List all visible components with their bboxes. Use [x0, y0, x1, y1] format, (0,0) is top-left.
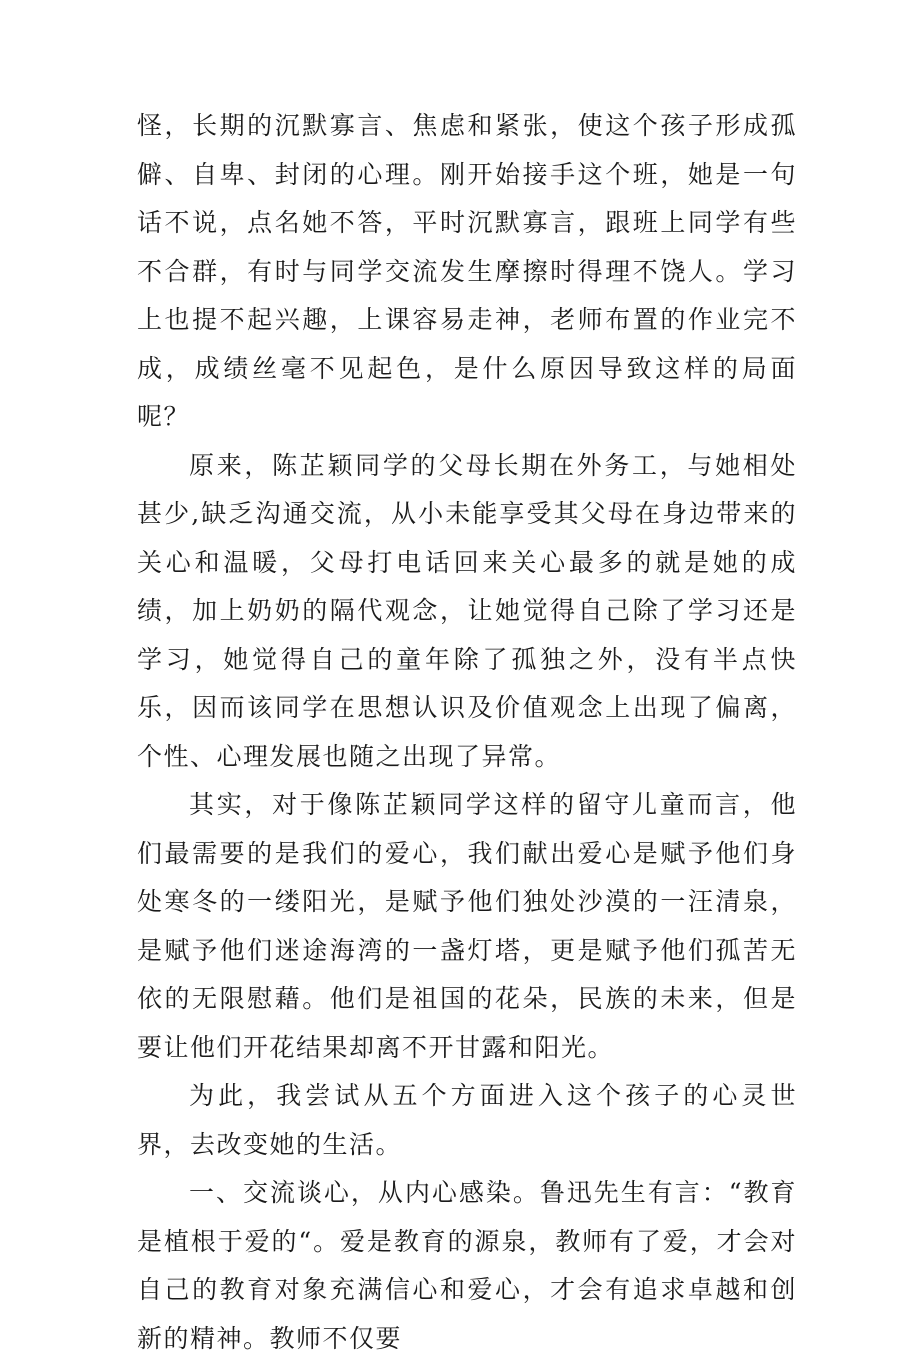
- document-body: [137, 102, 797, 1363]
- paragraph-left-behind-children: 其实，对于像陈芷颖同学这样的留守儿童而言，他们最需要的是我们的爱心，我们献出爱心是赋予他们身处寒冬的一缕阳光，是赋予他们独处沙漠的一汪清泉，是赋予他们迷途海湾的一盏灯塔，更是赋予他们孤苦无依的无限慰藉。他们是祖国的花朵，民族的未来，但是要让他们开花结果却离不开甘露和阳光。: [137, 790, 797, 1062]
- paragraph-section-one: 一、交流谈心，从内心感染。鲁迅先生有言：“教育是植根于爱的“。爱是教育的源泉，教师有了爱，才会对自己的教育对象充满信心和爱心，才会有追求卓越和创新的精神。教师不仅要: [137, 1178, 797, 1353]
- paragraph-five-approaches: 为此，我尝试从五个方面进入这个孩子的心灵世界，去改变她的生活。: [137, 1081, 797, 1159]
- paragraph-continuation: 怪，长期的沉默寡言、焦虑和紧张，使这个孩子形成孤僻、自卑、封闭的心理。刚开始接手这个班，她是一句话不说，点名她不答，平时沉默寡言，跟班上同学有些不合群，有时与同学交流发生摩擦时得理不饶人。学习上也提不起兴趣，上课容易走神，老师布置的作业完不成，成绩丝毫不见起色，是什么原因导致这样的局面呢？: [137, 111, 797, 431]
- paragraph-parents-background: 原来，陈芷颖同学的父母长期在外务工，与她相处甚少,缺乏沟通交流，从小未能享受其父母在身边带来的关心和温暖，父母打电话回来关心最多的就是她的成绩，加上奶奶的隔代观念，让她觉得自己除了学习还是学习，她觉得自己的童年除了孤独之外，没有半点快乐，因而该同学在思想认识及价值观念上出现了偏离，个性、心理发展也随之出现了异常。: [137, 450, 797, 771]
